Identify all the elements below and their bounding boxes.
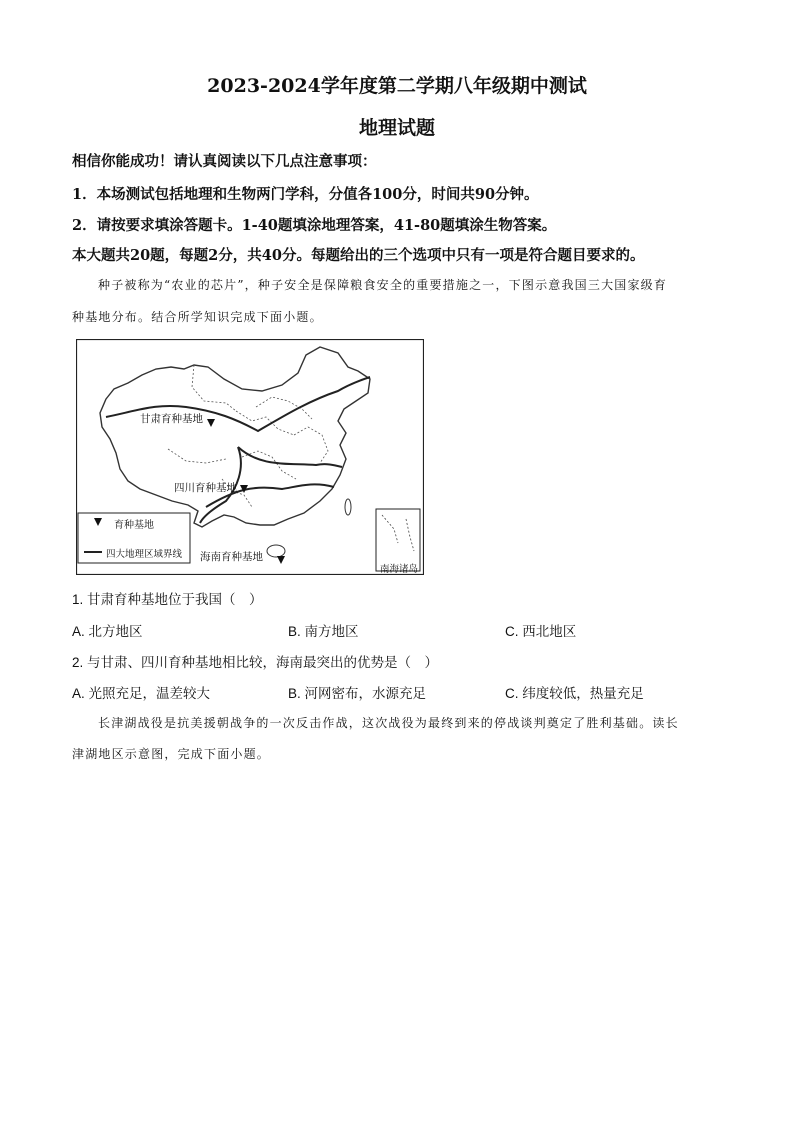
legend-boundary-label: 四大地理区域界线 xyxy=(106,549,183,560)
question-1-option-a[interactable]: A. 北方地区 xyxy=(72,624,143,639)
legend-base-label: 育种基地 xyxy=(114,520,154,531)
sichuan-base-label: 四川育种基地 xyxy=(174,482,237,494)
exam-subtitle: 地理试题 xyxy=(358,117,435,139)
notice-item-1: 1．本场测试包括地理和生物两门学科，分值各100分，时间共90分钟。 xyxy=(72,186,539,203)
passage-1-line-1: 种子被称为“农业的芯片”，种子安全是保障粮食安全的重要措施之一，下图示意我国三大国家级育 xyxy=(98,278,668,292)
question-2-option-a[interactable]: A. 光照充足，温差较大 xyxy=(72,686,211,701)
south-sea-islands-label: 南海诸岛 xyxy=(379,564,418,575)
section-instructions: 本大题共20题，每题2分，共40分。每题给出的三个选项中只有一项是符合题目要求的。 xyxy=(72,247,645,264)
question-2-stem: 2. 与甘肃、四川育种基地相比较，海南最突出的优势是（ ） xyxy=(72,655,439,670)
passage-2-line-1: 长津湖战役是抗美援朝战争的一次反击作战，这次战役为最终到来的停战谈判奠定了胜利基础。读长 xyxy=(98,716,679,730)
passage-1-line-2: 种基地分布。结合所学知识完成下面小题。 xyxy=(72,310,323,324)
question-1-option-b[interactable]: B. 南方地区 xyxy=(288,624,359,639)
question-1-option-c[interactable]: C. 西北地区 xyxy=(505,624,577,639)
china-breeding-base-map xyxy=(76,339,424,575)
exam-title: 2023-2024学年度第二学期八年级期中测试 xyxy=(207,75,587,97)
passage-2-line-2: 津湖地区示意图，完成下面小题。 xyxy=(72,747,271,761)
notice-item-2: 2．请按要求填涂答题卡。1-40题填涂地理答案，41-80题填涂生物答案。 xyxy=(72,217,557,234)
question-1-stem: 1. 甘肃育种基地位于我国（ ） xyxy=(72,592,263,607)
gansu-base-label: 甘肃育种基地 xyxy=(140,413,203,425)
question-2-option-b[interactable]: B. 河网密布，水源充足 xyxy=(288,686,427,701)
notice-intro: 相信你能成功！请认真阅读以下几点注意事项： xyxy=(72,153,377,170)
hainan-base-label: 海南育种基地 xyxy=(200,551,263,563)
question-2-option-c[interactable]: C. 纬度较低，热量充足 xyxy=(505,686,644,701)
